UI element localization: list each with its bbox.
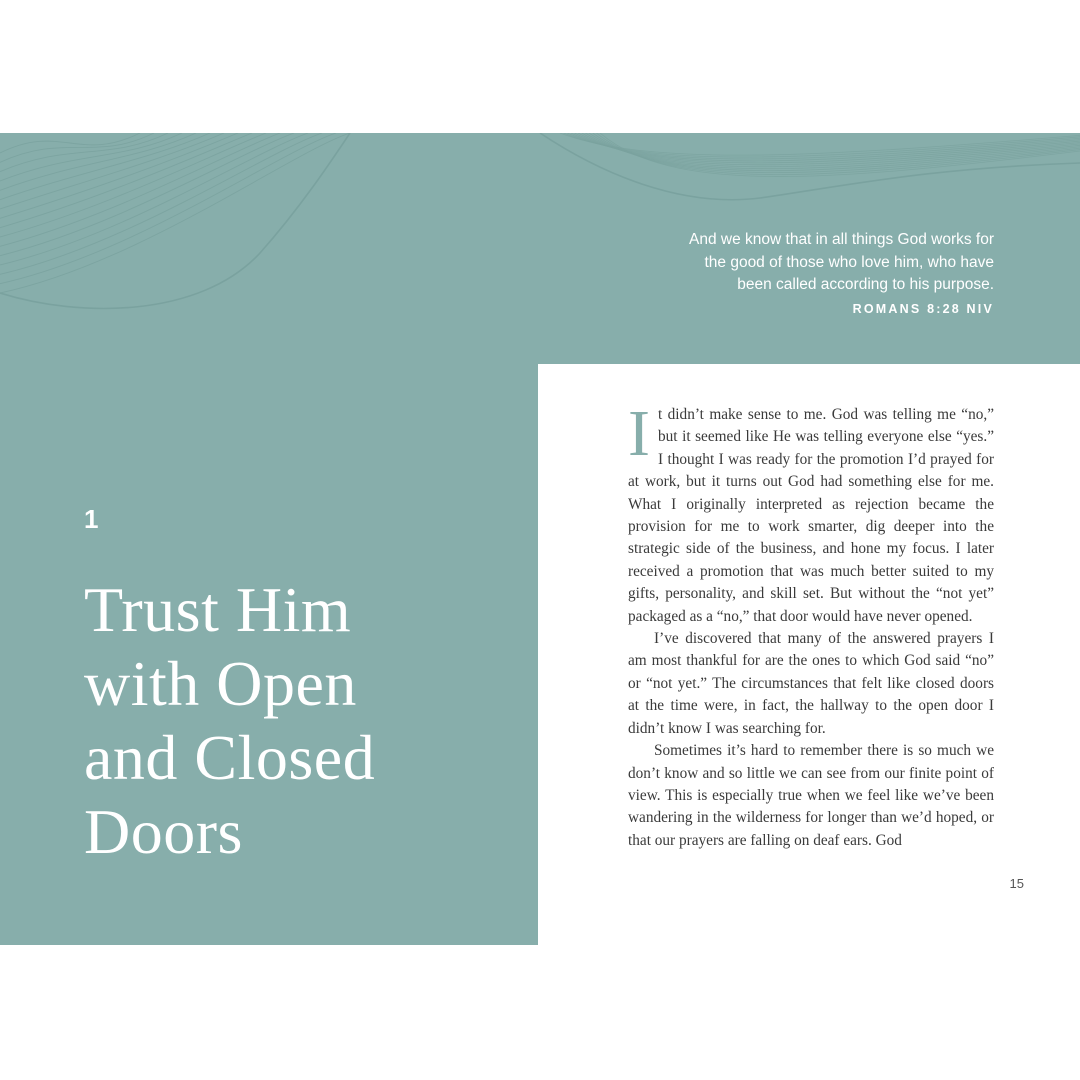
page-number: 15: [1009, 876, 1024, 891]
drop-cap: I: [628, 397, 650, 470]
chapter-title: [84, 573, 524, 869]
paragraph: Sometimes it’s hard to remember there is so much we don’t know and so little we can see from our finite point of view. This is especially true when we feel like we’ve been wandering in the wilderness for longer than we’d hoped, or that our prayers are falling on deaf ears. God: [628, 742, 994, 849]
chapter-title-line: Trust Him: [84, 574, 352, 645]
chapter-number: 1: [84, 504, 99, 534]
chapter-title-line: with Open: [84, 648, 357, 719]
verse-line: been called according to his purpose.: [737, 276, 994, 293]
chapter-title-line: and Closed: [84, 722, 376, 793]
verse-text: [594, 229, 994, 297]
paragraph: I’ve discovered that many of the answered prayers I am most thankful for are the ones to which God said “no” or “not yet.” The circumstances that felt like closed doors at the time were, in fact, the hallway to the open door I didn’t know I was searching for.: [628, 630, 994, 737]
paragraph: [628, 397, 994, 628]
body-text: [628, 397, 994, 852]
chapter-title-line: Doors: [84, 796, 243, 867]
verse-reference: ROMANS 8:28 NIV: [852, 301, 994, 316]
text-page: [538, 364, 1080, 945]
teal-background: [0, 133, 1080, 945]
verse-line: the good of those who love him, who have: [704, 253, 994, 271]
epigraph: [594, 229, 994, 320]
verse-line: And we know that in all things God works for: [689, 231, 994, 248]
paragraph-text: t didn’t make sense to me. God was telling me “no,” but it seemed like He was telling everyone else “yes.” I thought I was ready for the promotion I’d prayed for at work, but it turns out God had something else for me. What I originally interpreted as rejection became the provision for me to work smarter, dig deeper into the strategic side of the business, and hone my focus. I later received a promotion that was much better suited to my gifts, personality, and skill set. But without the “not yet” packaged as a “no,” that door would have never opened.: [628, 406, 994, 625]
